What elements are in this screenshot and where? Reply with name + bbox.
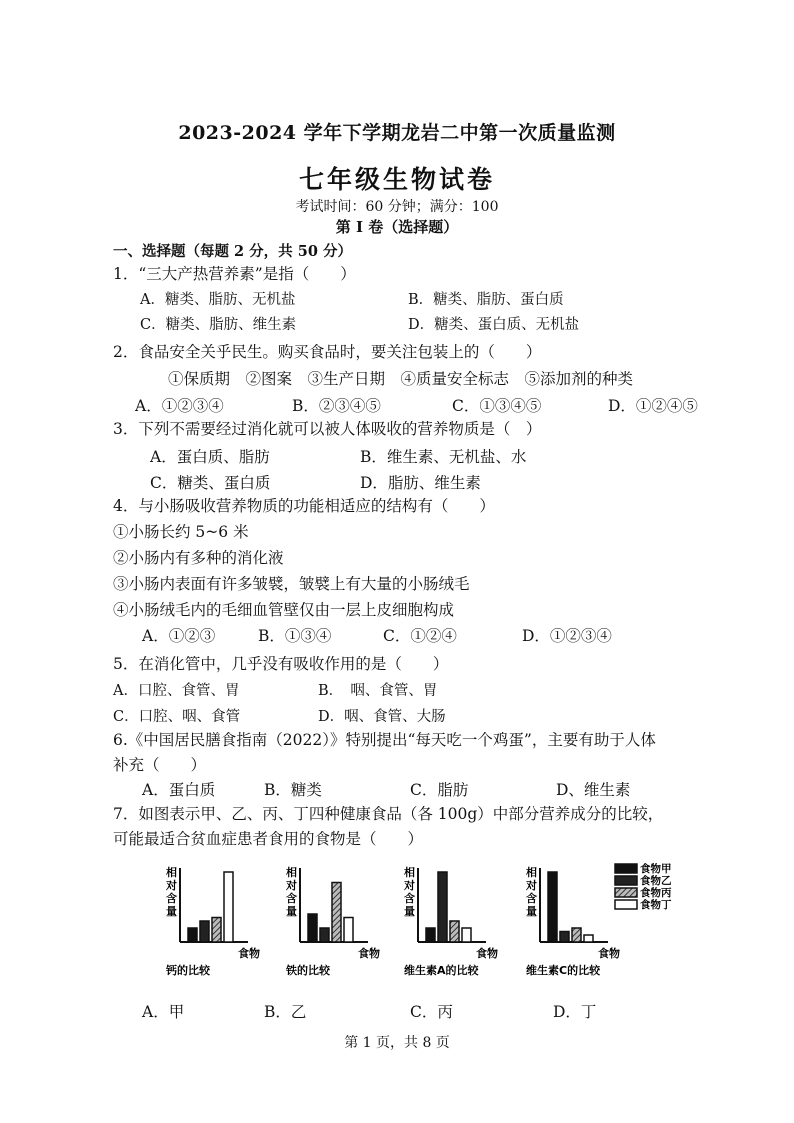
chart-xlabel: 食物 xyxy=(598,947,620,960)
nutrient-charts-svg xyxy=(160,862,672,992)
q5-option-a: A．口腔、食管、胃 xyxy=(113,683,240,699)
q5-option-c: C．口腔、咽、食管 xyxy=(113,709,241,725)
q3-option-c: C．糖类、蛋白质 xyxy=(150,474,271,492)
chart-title: 钙的比较 xyxy=(166,964,210,977)
chart-xlabel: 食物 xyxy=(476,947,498,960)
chart-ylabel-char: 量 xyxy=(526,905,537,918)
q4-statement-1: ①小肠长约 5~6 米 xyxy=(113,523,249,541)
q1-option-b: B．糖类、脂肪、蛋白质 xyxy=(408,292,564,308)
chart-title: 维生素C的比较 xyxy=(526,964,601,977)
q4-option-d: D．①②③④ xyxy=(522,627,612,645)
exam-info: 考试时间：60 分钟；满分：100 xyxy=(295,199,499,215)
bar-食物乙 xyxy=(560,932,569,943)
chart-ylabel-char: 对 xyxy=(526,879,537,892)
bar-食物乙 xyxy=(438,872,447,942)
chart-1 xyxy=(165,865,260,977)
chart-title: 铁的比较 xyxy=(286,964,330,977)
chart-2 xyxy=(285,865,380,977)
q7-option-a: A．甲 xyxy=(142,1003,185,1021)
q6-option-c: C．脂肪 xyxy=(410,781,469,799)
chart-ylabel-char: 量 xyxy=(286,905,297,918)
chart-ylabel-char: 相 xyxy=(286,866,297,879)
bar-食物丙 xyxy=(572,928,581,942)
question-7-stem-line2: 可能最适合贫血症患者食用的食物是（ ） xyxy=(113,830,424,848)
bar-食物丁 xyxy=(462,928,471,942)
question-4-stem: 4．与小肠吸收营养物质的功能相适应的结构有（ ） xyxy=(113,497,495,515)
chart-ylabel-char: 量 xyxy=(166,905,177,918)
question-6-stem-line2: 补充（ ） xyxy=(113,756,207,774)
legend-label: 食物丁 xyxy=(640,899,672,911)
q7-option-d: D．丁 xyxy=(553,1003,597,1021)
q6-option-d: D、维生素 xyxy=(556,781,631,799)
legend-swatch xyxy=(615,900,637,909)
chart-4 xyxy=(525,865,620,977)
chart-ylabel-char: 相 xyxy=(166,866,177,879)
chart-ylabel-char: 相 xyxy=(404,866,415,879)
chart-xlabel: 食物 xyxy=(238,947,260,960)
bar-食物甲 xyxy=(548,872,557,942)
bar-食物丁 xyxy=(224,872,233,942)
question-5-stem: 5．在消化管中，几乎没有吸收作用的是（ ） xyxy=(113,655,449,673)
q3-option-b: B．维生素、无机盐、水 xyxy=(360,448,527,466)
question-7-stem-line1: 7．如图表示甲、乙、丙、丁四种健康食品（各 100g）中部分营养成分的比较， xyxy=(113,805,664,823)
bar-食物甲 xyxy=(188,928,197,942)
q4-option-a: A．①②③ xyxy=(142,627,216,645)
question-1-stem: 1．“三大产热营养素”是指（ ） xyxy=(113,265,356,283)
question-3-stem: 3．下列不需要经过消化就可以被人体吸收的营养物质是（ ） xyxy=(113,420,542,438)
bar-食物乙 xyxy=(200,921,209,942)
q4-option-c: C．①②④ xyxy=(383,627,457,645)
q3-option-d: D．脂肪、维生素 xyxy=(360,474,481,492)
legend-swatch xyxy=(615,876,637,885)
chart-ylabel-char: 含 xyxy=(286,892,297,905)
chart-ylabel-char: 对 xyxy=(286,879,297,892)
chart-ylabel-char: 量 xyxy=(404,905,415,918)
question-2-stem: 2．食品安全关乎民生。购买食品时，要关注包装上的（ ） xyxy=(113,343,542,361)
bar-食物丁 xyxy=(584,935,593,942)
q4-statement-2: ②小肠内有多种的消化液 xyxy=(113,549,284,567)
q1-option-a: A．糖类、脂肪、无机盐 xyxy=(140,292,296,308)
section-heading: 一、选择题（每题 2 分，共 50 分） xyxy=(113,243,352,260)
chart-ylabel-char: 含 xyxy=(166,892,177,905)
page-footer: 第 1 页，共 8 页 xyxy=(344,1035,450,1051)
chart-ylabel-char: 对 xyxy=(404,879,415,892)
q5-option-d: D．咽、食管、大肠 xyxy=(318,709,446,725)
part-title: 第 I 卷（选择题） xyxy=(335,218,459,236)
q4-statement-3: ③小肠内表面有许多皱襞，皱襞上有大量的小肠绒毛 xyxy=(113,575,470,593)
bar-食物乙 xyxy=(320,928,329,942)
bar-食物丙 xyxy=(212,918,221,943)
legend-swatch xyxy=(615,864,637,873)
legend-label: 食物丙 xyxy=(640,887,672,899)
chart-title: 维生素A的比较 xyxy=(404,964,479,977)
bar-食物甲 xyxy=(308,914,317,942)
q6-option-a: A．蛋白质 xyxy=(142,781,216,799)
chart-ylabel-char: 相 xyxy=(526,866,537,879)
q2-option-b: B．②③④⑤ xyxy=(292,397,381,415)
chart-ylabel-char: 含 xyxy=(526,892,537,905)
q7-option-b: B．乙 xyxy=(264,1003,307,1021)
chart-ylabel-char: 含 xyxy=(404,892,415,905)
chart-ylabel-char: 对 xyxy=(166,879,177,892)
nutrient-charts xyxy=(160,862,672,992)
q4-statement-4: ④小肠绒毛内的毛细血管壁仅由一层上皮细胞构成 xyxy=(113,601,455,619)
bar-食物丙 xyxy=(450,921,459,942)
q1-option-d: D．糖类、蛋白质、无机盐 xyxy=(408,317,580,333)
q7-option-c: C．丙 xyxy=(410,1003,453,1021)
q1-option-c: C．糖类、脂肪、维生素 xyxy=(140,317,297,333)
bar-食物甲 xyxy=(426,928,435,942)
subject-title: 七年级生物试卷 xyxy=(298,165,495,194)
chart-legend xyxy=(615,862,672,911)
bar-食物丁 xyxy=(344,918,353,943)
legend-label: 食物乙 xyxy=(640,875,672,887)
q3-option-a: A．蛋白质、脂肪 xyxy=(150,448,270,466)
chart-3 xyxy=(403,865,498,977)
q4-option-b: B．①③④ xyxy=(258,627,332,645)
legend-swatch xyxy=(615,888,637,897)
exam-title: 2023-2024 学年下学期龙岩二中第一次质量监测 xyxy=(178,122,616,144)
q5-option-b: B． 咽、食管、胃 xyxy=(318,683,438,699)
question-6-stem-line1: 6.《中国居民膳食指南（2022）》特别提出“每天吃一个鸡蛋”，主要有助于人体 xyxy=(113,731,656,749)
q2-items: ①保质期 ②图案 ③生产日期 ④质量安全标志 ⑤添加剂的种类 xyxy=(168,370,634,388)
legend-label: 食物甲 xyxy=(640,863,672,875)
q2-option-a: A．①②③④ xyxy=(135,397,224,415)
q2-option-c: C．①③④⑤ xyxy=(452,397,542,415)
chart-xlabel: 食物 xyxy=(358,947,380,960)
q6-option-b: B．糖类 xyxy=(264,781,322,799)
q2-option-d: D．①②④⑤ xyxy=(608,397,698,415)
bar-食物丙 xyxy=(332,883,341,943)
